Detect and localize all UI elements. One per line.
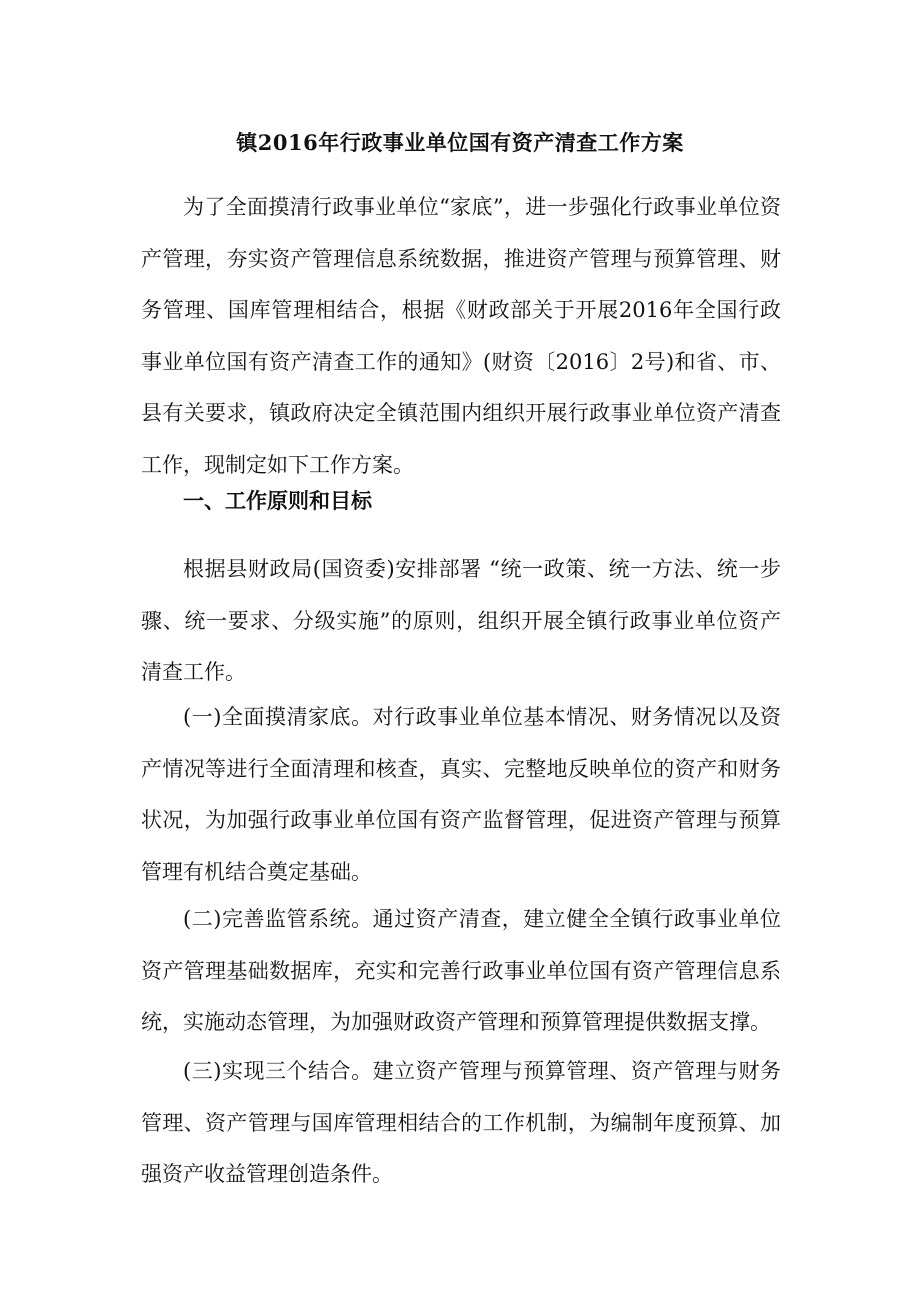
item-three-combinations: (三)实现三个结合。建立资产管理与预算管理、资产管理与财务管理、资产管理与国库管理相结合的工作机制，为编制年度预算、加强资产收益管理创造条件。: [141, 1059, 781, 1187]
item-improve-system: (二)完善监管系统。通过资产清查，建立健全全镇行政事业单位资产管理基础数据库，充实和完善行政事业单位国有资产管理信息系统，实施动态管理，为加强财政资产管理和预算管理提供数据支撑。: [141, 907, 781, 1035]
item-comprehensive-check: (一)全面摸清家底。对行政事业单位基本情况、财务情况以及资产情况等进行全面清理和核查，真实、完整地反映单位的资产和财务状况，为加强行政事业单位国有资产监督管理，促进资产管理与预算管理有机结合奠定基础。: [141, 705, 781, 884]
section-principles-body: 根据县财政局(国资委)安排部署 “统一政策、统一方法、统一步骤、统一要求、分级实施”的原则，组织开展全镇行政事业单位资产清查工作。: [141, 557, 781, 685]
section-heading-principles: 一、工作原则和目标: [183, 488, 372, 513]
document-title: 镇2016年行政事业单位国有资产清查工作方案: [236, 130, 684, 155]
intro-paragraph: 为了全面摸清行政事业单位“家底”，进一步强化行政事业单位资产管理，夯实资产管理信息系统数据，推进资产管理与预算管理、财务管理、国库管理相结合，根据《财政部关于开展2016年全国行政事业单位国有资产清查工作的通知》(财资〔2016〕2号)和省、市、县有关要求，镇政府决定全镇范围内组织开展行政事业单位资产清查工作，现制定如下工作方案。: [141, 195, 781, 477]
